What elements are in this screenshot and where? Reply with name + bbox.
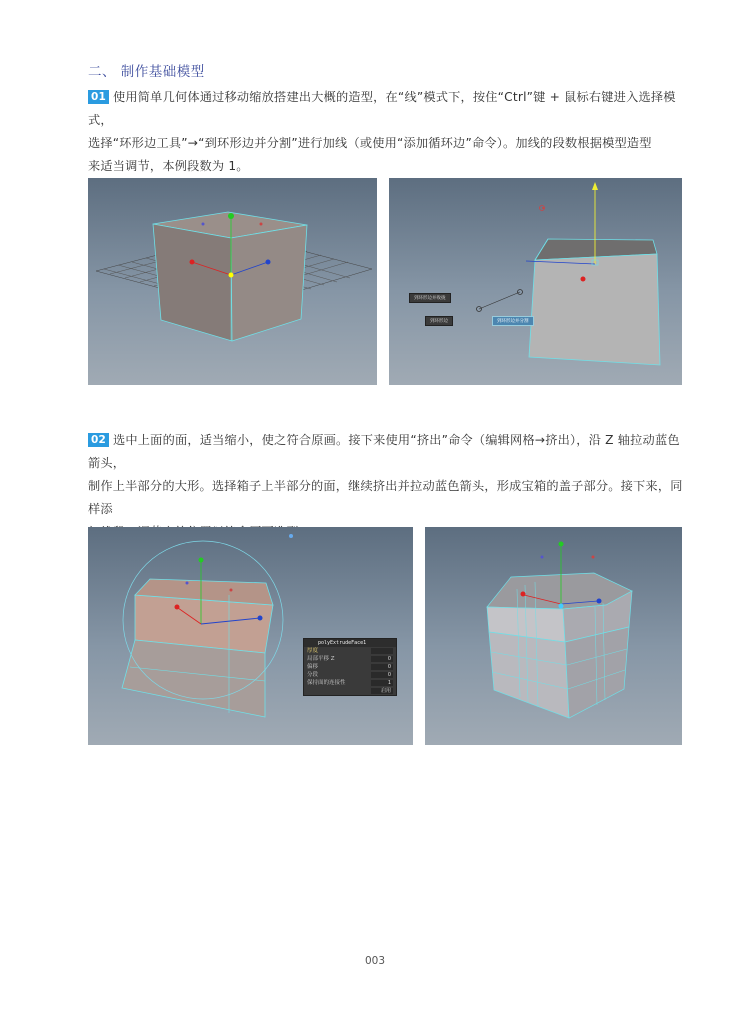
step-01-paragraph [88, 86, 684, 178]
step-01-line-2: 选择“环形边工具”→“到环形边并分割”进行加线（或使用“添加循环边”命令）。加线的段数根据模型造型 [88, 136, 652, 150]
page-number: 003 [364, 955, 386, 967]
step-number-badge: 02 [88, 433, 109, 447]
menu-item-ring-collapse[interactable]: 到环形边并收拢 [409, 293, 451, 303]
extrude-panel-row[interactable]: 局部平移 Z 0 [307, 656, 391, 662]
box-mesh [529, 239, 660, 365]
extrude-panel-row[interactable]: 启用 [304, 687, 396, 695]
step-02-line-1: 选中上面的面，适当缩小，使之符合原画。接下来使用“挤出”命令（编辑网格→挤出），沿 Z 轴拉动蓝色箭头， [88, 433, 680, 470]
extrude-panel-title: polyExtrudeFace1 [304, 639, 396, 647]
step-01-line-3: 来适当调节，本例段数为 1。 [88, 159, 249, 173]
extrude-panel-row[interactable]: 保持面的连接性 1 [307, 680, 391, 686]
extrude-illustration [88, 527, 413, 745]
menu-item-ring[interactable]: 到环形边 [425, 316, 453, 326]
section-title: 二、 制作基础模型 [88, 64, 205, 80]
tapered-box-mesh [122, 579, 273, 717]
extrude-attribute-panel [303, 638, 397, 696]
step-01-line-1: 使用简单几何体通过移动缩放搭建出大概的造型，在“线”模式下，按住“Ctrl”键 + 鼠标右键进入选择模式， [88, 90, 676, 127]
ring-edge-illustration [389, 178, 682, 385]
viewport-chest-lid [425, 527, 682, 745]
step-02-line-2: 制作上半部分的大形。选择箱子上半部分的面，继续挤出并拉动蓝色箭头，形成宝箱的盖子部分。接下来，同样添 [88, 479, 683, 516]
marking-menu-lines [477, 290, 523, 312]
viewport-extrude [88, 527, 413, 745]
extrude-panel-row[interactable]: 偏移 0 [307, 664, 391, 670]
viewport-ring-edge-menu [389, 178, 682, 385]
step-number-badge: 01 [88, 90, 109, 104]
chest-lid-illustration [425, 527, 682, 745]
viewport-cube-grid [88, 178, 377, 385]
cube-grid-illustration [88, 178, 377, 385]
chest-mesh [487, 573, 632, 718]
extrude-panel-row: 厚度 [304, 647, 396, 655]
extrude-panel-row[interactable]: 分段 0 [307, 672, 391, 678]
menu-item-ring-split[interactable]: 到环形边并分割 [492, 316, 534, 326]
